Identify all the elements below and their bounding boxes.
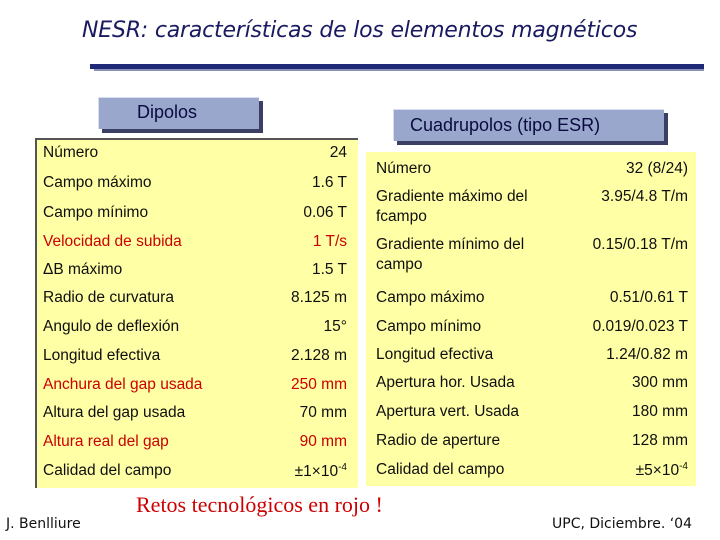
row-label-continued: fcampo [376,208,427,225]
row-value: 1.6 T [311,174,347,191]
row-value: 0.51/0.61 T [609,289,688,306]
row-label: Longitud efectiva [43,347,161,364]
row-label: Radio de curvatura [43,289,174,306]
dipolos-table [35,138,358,488]
row-value: 32 (8/24) [625,160,688,177]
author-name: J. Benlliure [6,516,81,532]
row-label: Apertura hor. Usada [376,374,515,391]
cuadrupolos-header-badge [393,109,664,141]
row-value-exponent: -4 [679,461,688,472]
cuadrupolos-header: Cuadrupolos (tipo ESR) [410,115,601,135]
row-value: 180 mm [632,403,688,420]
row-value: 1.24/0.82 m [606,346,688,363]
row-label: Número [376,160,432,177]
row-label: Gradiente mínimo del [376,236,525,253]
slide-title: NESR: características de los elementos magnéticos [82,18,638,43]
row-value: 24 [329,144,347,161]
row-value: 15° [323,318,347,335]
cuadrupolos-table [366,152,696,486]
red-note: Retos tecnológicos en rojo ! [136,492,383,517]
row-value: 1.5 T [311,261,347,278]
row-label: Gradiente máximo del [376,188,528,205]
row-label: Campo máximo [43,174,152,191]
row-value: 128 mm [632,432,688,449]
row-value: 8.125 m [290,289,347,306]
title-underline-shadow [94,69,704,71]
row-value: 300 mm [632,374,688,391]
row-value: 70 mm [299,404,347,421]
row-value [237,462,347,481]
row-label: Angulo de deflexión [43,318,180,335]
row-label: Número [43,144,99,161]
row-label-continued: campo [376,256,423,273]
row-label: ΔB máximo [43,261,123,278]
row-label: Radio de aperture [376,432,501,449]
row-value: 250 mm [291,376,347,393]
row-label: Calidad del campo [43,462,172,479]
dipolos-header-badge [98,97,259,129]
row-value-base: ±5×10 [635,462,680,480]
row-value: 3.95/4.8 T/m [601,188,688,205]
row-value-base: ±1×10 [294,463,339,481]
row-label: Anchura del gap usada [43,376,203,393]
row-label: Campo mínimo [376,318,482,335]
row-value: 1 T/s [312,233,347,250]
row-label: Campo mínimo [43,204,149,221]
row-value: 0.15/0.18 T/m [592,236,688,253]
row-label: Altura del gap usada [43,404,186,421]
row-label: Calidad del campo [376,461,505,478]
row-label: Longitud efectiva [376,346,494,363]
row-value: 0.019/0.023 T [592,318,688,335]
dipolos-header: Dipolos [137,102,198,122]
affiliation-date: UPC, Diciembre. ‘04 [552,516,692,532]
row-value [546,461,688,480]
row-label: Altura real del gap [43,433,169,450]
row-value: 0.06 T [303,204,347,221]
row-value: 2.128 m [290,347,347,364]
row-label: Velocidad de subida [43,233,182,250]
row-value: 90 mm [299,433,347,450]
row-label: Apertura vert. Usada [376,403,520,420]
row-label: Campo máximo [376,289,485,306]
row-value-exponent: -4 [338,462,347,473]
